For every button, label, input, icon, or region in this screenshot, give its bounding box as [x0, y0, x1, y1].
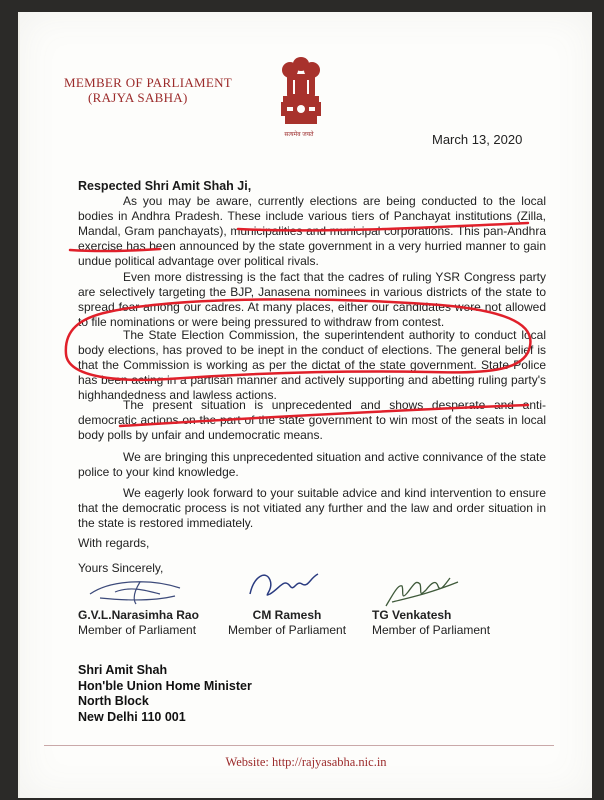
- signatory-3: [372, 608, 490, 638]
- letter-date: March 13, 2020: [432, 132, 523, 147]
- signatory-title: Member of Parliament: [228, 623, 347, 637]
- signatory-name: CM Ramesh: [252, 608, 322, 622]
- paragraph-6: We eagerly look forward to your suitable advice and kind intervention to ensure that the democratic process is not vitiated any further and the law and order situation in the state is restored immediately.: [78, 486, 546, 530]
- letterhead-title: MEMBER OF PARLIAMENT: [64, 75, 233, 90]
- paragraph-3: The State Election Commission, the superintendent authority to conduct local body elections, has proved to be inept in the conduct of elections. The general belief is that the Commission is working as per the dictat of the state government. State Police has been acting in a partisan manner and actively supporting and abetting ruling party's highhandedness and lawless actions.: [78, 328, 546, 402]
- footer-divider: [44, 745, 554, 746]
- signature-3-icon: [378, 568, 468, 612]
- paragraph-4: The present situation is unprecedented and shows desperate and anti-democratic actions on the part of the state government to win most of the seats in local body polls by unfair and undemocratic means.: [78, 398, 546, 442]
- signatory-title: Member of Parliament: [372, 623, 491, 637]
- address-line: New Delhi 110 001: [78, 709, 186, 724]
- signature-1-icon: [80, 570, 190, 610]
- letter-page: [18, 12, 592, 798]
- salutation: Respected Shri Amit Shah Ji,: [78, 179, 252, 193]
- closing-regards: With regards,: [78, 536, 150, 550]
- footer-website: Website: http://rajyasabha.nic.in: [225, 755, 387, 769]
- signatory-name: G.V.L.Narasimha Rao: [78, 608, 199, 622]
- letterhead-subtitle: (RAJYA SABHA): [88, 90, 188, 105]
- paragraph-5: We are bringing this unprecedented situation and active connivance of the state police to your kind knowledge.: [78, 450, 546, 479]
- emblem-motto: सत्यमेव जयते: [284, 132, 314, 138]
- address-line: Shri Amit Shah: [78, 663, 168, 677]
- national-emblem-icon: [275, 54, 327, 136]
- paragraph-2: Even more distressing is the fact that the cadres of ruling YSR Congress party are selectively targeting the BJP, Janasena nominees in various districts of the state to spread fear among our cadres. At many places, either our candidates were not allowed to file nominations or were being pressured to withdraw from contest.: [78, 270, 546, 329]
- recipient-address: [78, 663, 252, 725]
- signatory-name: TG Venkatesh: [372, 608, 452, 622]
- letterhead: [64, 75, 232, 105]
- closing-sincerely: Yours Sincerely,: [78, 561, 164, 575]
- signature-2-icon: [240, 564, 330, 606]
- paragraph-1: As you may be aware, currently elections are being conducted to the local bodies in Andhra Pradesh. These include various tiers of Panchayat institutions (Zilla, Mandal, Gram panchayats), municipalities and municipal corporations. This pan-Andhra exercise has been announced by the state government in a very hurried manner to gain undue political advantage over political rivals.: [78, 194, 546, 268]
- address-line: Hon'ble Union Home Minister: [78, 678, 252, 693]
- address-line: North Block: [78, 694, 149, 708]
- signatory-1: [78, 608, 199, 638]
- signatory-title: Member of Parliament: [78, 623, 197, 637]
- signatory-2: [228, 608, 346, 638]
